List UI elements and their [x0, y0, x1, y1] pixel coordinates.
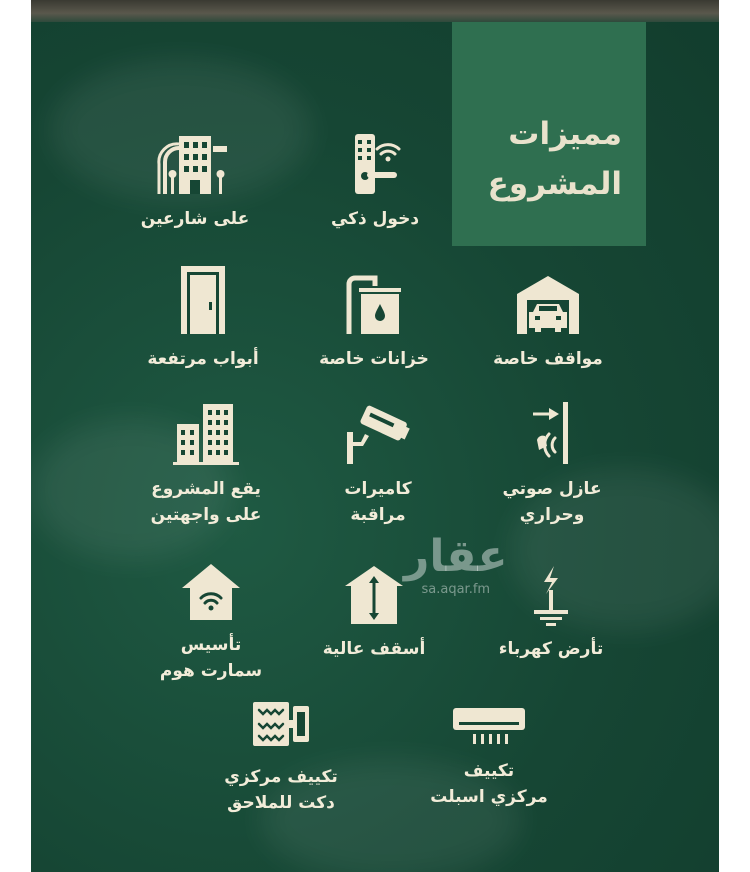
feature-label: مركزي اسبلت: [430, 787, 548, 807]
watermark-url: sa.aqar.fm: [421, 582, 491, 597]
title-box: [452, 22, 646, 246]
water-tank-icon: [341, 270, 407, 336]
feature-label: تكييف مركزي: [224, 767, 338, 787]
smart-lock-icon: [337, 132, 413, 196]
feature-label: دكت للملاحق: [227, 793, 335, 813]
garage-icon: [515, 274, 581, 336]
feature-label: سمارت هوم: [159, 661, 263, 681]
grounding-icon: [526, 564, 576, 626]
feature-split-ac: [409, 704, 569, 810]
duct-ac-icon: [249, 696, 313, 754]
watermark: [404, 532, 508, 598]
feature-label: يقع المشروع: [151, 479, 261, 499]
feature-insulation: [477, 400, 627, 528]
feature-smart-home: [131, 562, 291, 684]
feature-two-facades: [121, 400, 291, 528]
smart-home-icon: [180, 562, 242, 622]
feature-label: تكييف: [463, 761, 515, 781]
watermark-logo: عقار: [404, 531, 508, 582]
title-line-2: المشروع: [487, 166, 622, 202]
background-photo: [31, 0, 719, 22]
title-line-1: مميزات: [508, 116, 622, 152]
feature-smart-entry: [295, 132, 455, 232]
wall-insulation-icon: [519, 400, 585, 466]
feature-label: كاميرات: [344, 479, 412, 499]
split-ac-icon: [451, 704, 527, 748]
door-icon: [173, 264, 233, 336]
feature-label: على شارعين: [140, 209, 250, 229]
feature-label: تأسيس: [180, 635, 242, 655]
feature-two-streets: [115, 132, 275, 232]
building-street-icon: [157, 132, 233, 196]
feature-private-parking: [473, 274, 623, 372]
feature-label: تأرض كهرباء: [498, 639, 604, 659]
feature-label: مواقف خاصة: [493, 349, 603, 369]
feature-label: خزانات خاصة: [319, 349, 429, 369]
feature-label: وحراري: [519, 505, 585, 525]
feature-high-doors: [133, 264, 273, 372]
feature-label: أبواب مرتفعة: [147, 349, 259, 369]
security-camera-icon: [343, 402, 413, 466]
feature-label: على واجهتين: [150, 505, 262, 525]
feature-label: عازل صوتي: [502, 479, 602, 499]
features-poster: [31, 0, 719, 872]
feature-label: مراقبة: [350, 505, 406, 525]
feature-private-tanks: [299, 270, 449, 372]
high-ceiling-icon: [343, 564, 405, 626]
feature-central-ac: [191, 696, 371, 816]
feature-label: أسقف عالية: [322, 639, 426, 659]
feature-label: دخول ذكي: [330, 209, 420, 229]
towers-icon: [171, 400, 241, 466]
feature-cameras: [303, 402, 453, 528]
